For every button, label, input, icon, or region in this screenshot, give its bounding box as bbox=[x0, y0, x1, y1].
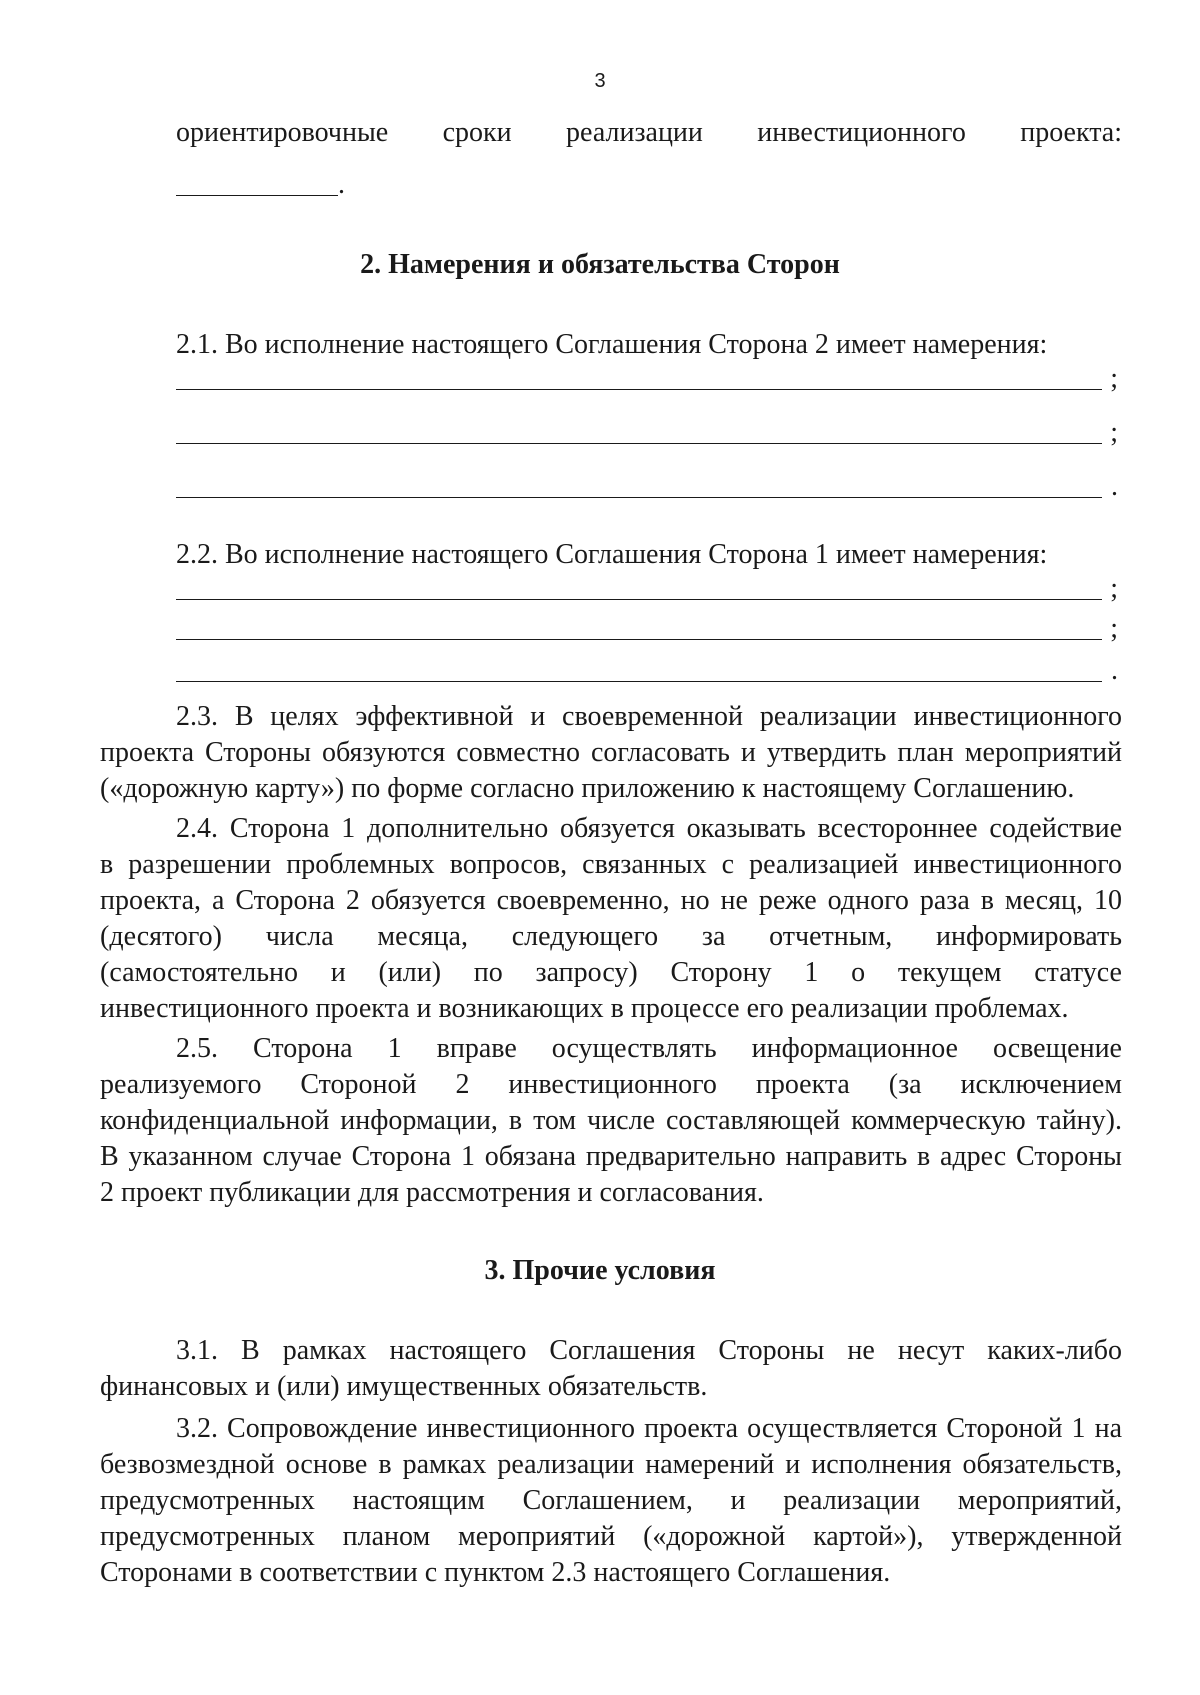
para-2-4-line-3: проекта, а Сторона 2 обязуется своевременно, но не реже одного раза в месяц, 10 bbox=[100, 885, 1122, 916]
blank-line-2-1-c bbox=[176, 470, 1122, 504]
para-3-2-line-3: предусмотренных настоящим Соглашением, и реализации мероприятий, bbox=[100, 1485, 1122, 1516]
para-2-5-line-2: реализуемого Стороной 2 инвестиционного проекта (за исключением bbox=[100, 1069, 1122, 1100]
blank-line-2-2-c bbox=[176, 654, 1122, 688]
intro-line: ориентировочные сроки реализации инвестиционного проекта: bbox=[176, 117, 1122, 148]
blank-punct: ; bbox=[1110, 613, 1118, 644]
para-2-5-line-3: конфиденциальной информации, в том числе составляющей коммерческую тайну). bbox=[100, 1105, 1122, 1136]
para-2-4-line-2: в разрешении проблемных вопросов, связанных с реализацией инвестиционного bbox=[100, 849, 1122, 880]
para-3-2-line-1: 3.2. Сопровождение инвестиционного проекта осуществляется Стороной 1 на bbox=[176, 1413, 1122, 1444]
para-3-1-line-1: 3.1. В рамках настоящего Соглашения Стороны не несут каких-либо bbox=[176, 1335, 1122, 1366]
para-2-4-line-5: (самостоятельно и (или) по запросу) Сторону 1 о текущем статусе bbox=[100, 957, 1122, 988]
para-2-3-line-3: («дорожную карту») по форме согласно приложению к настоящему Соглашению. bbox=[100, 773, 1075, 804]
blank-line-2-2-a bbox=[176, 572, 1122, 606]
para-2-4-line-1: 2.4. Сторона 1 дополнительно обязуется оказывать всестороннее содействие bbox=[176, 813, 1122, 844]
blank-line-2-2-b bbox=[176, 612, 1122, 646]
blank-punct: ; bbox=[1110, 573, 1118, 604]
section-2-title: 2. Намерения и обязательства Сторон bbox=[360, 249, 840, 280]
page-number: 3 bbox=[594, 70, 606, 92]
para-2-3-line-2: проекта Стороны обязуются совместно согласовать и утвердить план мероприятий bbox=[100, 737, 1122, 768]
para-3-1-line-2: финансовых и (или) имущественных обязательств. bbox=[100, 1371, 708, 1402]
para-3-2-line-4: предусмотренных планом мероприятий («дорожной картой»), утвержденной bbox=[100, 1521, 1122, 1552]
intro-blank-punct: . bbox=[338, 169, 345, 200]
para-2-5-line-1: 2.5. Сторона 1 вправе осуществлять информационное освещение bbox=[176, 1033, 1122, 1064]
para-2-2-text: 2.2. Во исполнение настоящего Соглашения Сторона 1 имеет намерения: bbox=[176, 539, 1048, 570]
blank-line-2-1-a bbox=[176, 362, 1122, 396]
blank-punct: . bbox=[1111, 655, 1118, 686]
para-2-5-line-5: 2 проект публикации для рассмотрения и согласования. bbox=[100, 1177, 764, 1208]
blank-line-2-1-b bbox=[176, 416, 1122, 450]
para-2-4-line-4: (десятого) числа месяца, следующего за отчетным, информировать bbox=[100, 921, 1122, 952]
section-3-title: 3. Прочие условия bbox=[484, 1255, 716, 1286]
para-2-1-text: 2.1. Во исполнение настоящего Соглашения Сторона 2 имеет намерения: bbox=[176, 329, 1048, 360]
para-3-2-line-2: безвозмездной основе в рамках реализации намерений и исполнения обязательств, bbox=[100, 1449, 1122, 1480]
para-2-3-line-1: 2.3. В целях эффективной и своевременной реализации инвестиционного bbox=[176, 701, 1122, 732]
para-3-2-line-5: Сторонами в соответствии с пунктом 2.3 настоящего Соглашения. bbox=[100, 1557, 891, 1588]
blank-punct: . bbox=[1111, 471, 1118, 502]
para-2-5-line-4: В указанном случае Сторона 1 обязана предварительно направить в адрес Стороны bbox=[100, 1141, 1122, 1172]
blank-punct: ; bbox=[1110, 417, 1118, 448]
intro-blank bbox=[176, 168, 356, 202]
para-2-4-line-6: инвестиционного проекта и возникающих в процессе его реализации проблемах. bbox=[100, 993, 1069, 1024]
blank-punct: ; bbox=[1110, 363, 1118, 394]
